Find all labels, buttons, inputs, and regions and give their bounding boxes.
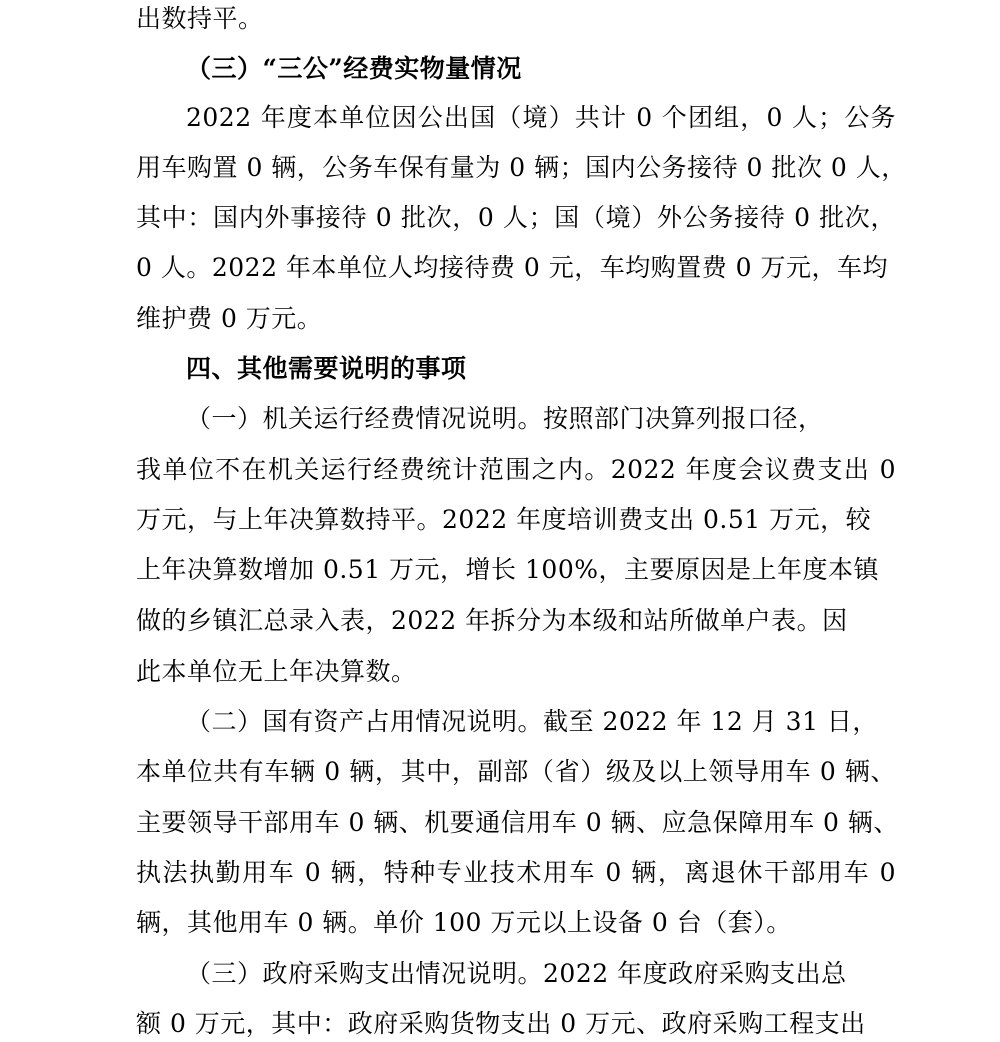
- paragraph-line: 万元，与上年决算数持平。2022 年度培训费支出 0.51 万元，较: [136, 505, 872, 534]
- paragraph-line: 辆，其他用车 0 辆。单价 100 万元以上设备 0 台（套）。: [136, 908, 792, 937]
- paragraph-line: 此本单位无上年决算数。: [136, 657, 417, 686]
- paragraph-line: 额 0 万元，其中：政府采购货物支出 0 万元、政府采购工程支出: [136, 1009, 866, 1038]
- paragraph-line: 本单位共有车辆 0 辆，其中，副部（省）级及以上领导用车 0 辆、: [136, 757, 896, 786]
- paragraph-line: （三）政府采购支出情况说明。2022 年度政府采购支出总: [186, 959, 847, 988]
- paragraph-line: 2022 年度本单位因公出国（境）共计 0 个团组，0 人；公务: [186, 103, 896, 132]
- paragraph-line: 上年决算数增加 0.51 万元，增长 100%，主要原因是上年度本镇: [136, 555, 879, 584]
- paragraph-line: 其中：国内外事接待 0 批次，0 人；国（境）外公务接待 0 批次，: [136, 203, 896, 232]
- paragraph-line: （二）国有资产占用情况说明。截至 2022 年 12 月 31 日，: [186, 707, 878, 736]
- paragraph-line: 做的乡镇汇总录入表，2022 年拆分为本级和站所做单户表。因: [136, 606, 848, 635]
- paragraph-line: 我单位不在机关运行经费统计范围之内。2022 年度会议费支出 0: [136, 455, 896, 484]
- paragraph-line: （一）机关运行经费情况说明。按照部门决算列报口径，: [186, 404, 824, 433]
- paragraph-line: 用车购置 0 辆，公务车保有量为 0 辆；国内公务接待 0 批次 0 人，: [136, 153, 907, 182]
- section-heading: （三）“三公”经费实物量情况: [186, 54, 522, 83]
- paragraph-line: 执法执勤用车 0 辆，特种专业技术用车 0 辆，离退休干部用车 0: [136, 858, 896, 887]
- paragraph-line: 出数持平。: [136, 4, 264, 33]
- paragraph-line: 0 人。2022 年本单位人均接待费 0 元，车均购置费 0 万元，车均: [136, 253, 889, 282]
- paragraph-line: 主要领导干部用车 0 辆、机要通信用车 0 辆、应急保障用车 0 辆、: [136, 808, 899, 837]
- section-heading: 四、其他需要说明的事项: [186, 354, 467, 383]
- paragraph-line: 维护费 0 万元。: [136, 304, 323, 333]
